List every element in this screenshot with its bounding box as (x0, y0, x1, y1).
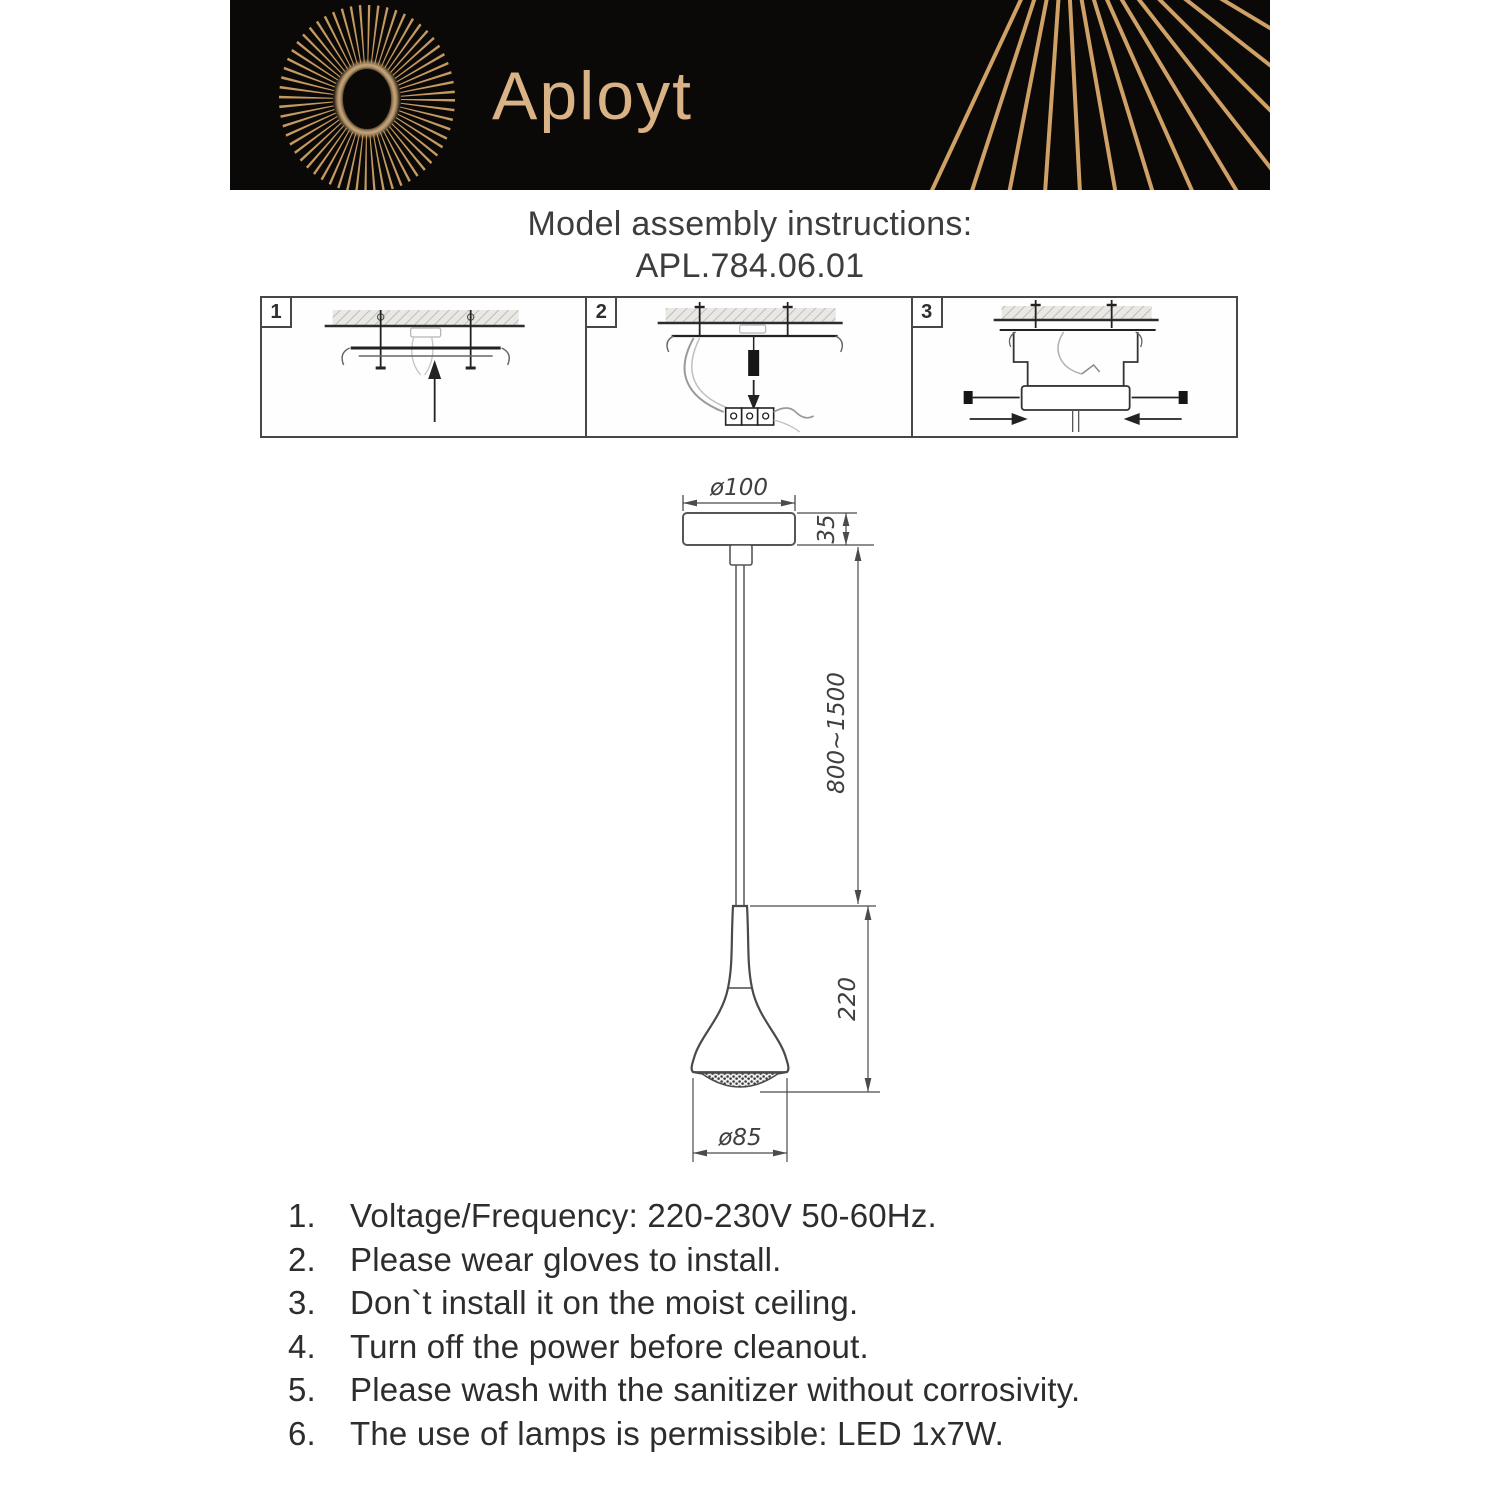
note-item (288, 1238, 1278, 1282)
dimension-drawing (620, 465, 940, 1185)
corner-rays-decoration (230, 0, 1270, 190)
note-item (288, 1281, 1278, 1325)
note-number: 5. (288, 1371, 316, 1408)
note-item (288, 1325, 1278, 1369)
step-number-badge: 3 (913, 298, 943, 328)
brand-banner (230, 0, 1270, 190)
brand-name: Aployt (492, 58, 693, 134)
note-text: Turn off the power before cleanout. (350, 1327, 869, 1365)
note-number: 6. (288, 1414, 316, 1452)
instructions-title: Model assembly instructions: (527, 205, 973, 243)
note-number: 4. (288, 1327, 316, 1365)
step-number-badge: 1 (262, 298, 292, 328)
note-item (288, 1368, 1278, 1412)
assembly-steps (260, 296, 1238, 438)
model-number: APL.784.06.01 (635, 247, 865, 285)
dim-canopy-diameter: ø100 (710, 475, 768, 501)
dim-canopy-height: 35 (814, 514, 840, 544)
ceiling-bracket-diagram (262, 298, 585, 436)
safety-notes (288, 1194, 1278, 1455)
step-panel-3 (913, 296, 1238, 438)
note-text: Please wash with the sanitizer without corrosivity. (350, 1371, 1081, 1408)
note-number: 3. (288, 1284, 316, 1321)
title-block (0, 203, 1500, 287)
wiring-connection-diagram (587, 298, 910, 436)
step-panel-2 (587, 296, 912, 438)
note-text: The use of lamps is permissible: LED 1x7W. (350, 1414, 1004, 1452)
note-text: Voltage/Frequency: 220-230V 50-60Hz. (350, 1197, 937, 1234)
step-panel-1 (260, 296, 587, 438)
dim-shade-height: 220 (835, 977, 861, 1021)
note-item (288, 1412, 1278, 1456)
step-number-badge: 2 (587, 298, 617, 328)
note-number: 2. (288, 1240, 316, 1278)
canopy-mounting-diagram (913, 298, 1236, 436)
note-item (288, 1194, 1278, 1238)
note-text: Don`t install it on the moist ceiling. (350, 1284, 859, 1321)
note-number: 1. (288, 1197, 316, 1234)
note-text: Please wear gloves to install. (350, 1240, 782, 1278)
dim-shade-diameter: ø85 (718, 1125, 762, 1151)
dim-suspension-length: 800~1500 (824, 672, 850, 794)
